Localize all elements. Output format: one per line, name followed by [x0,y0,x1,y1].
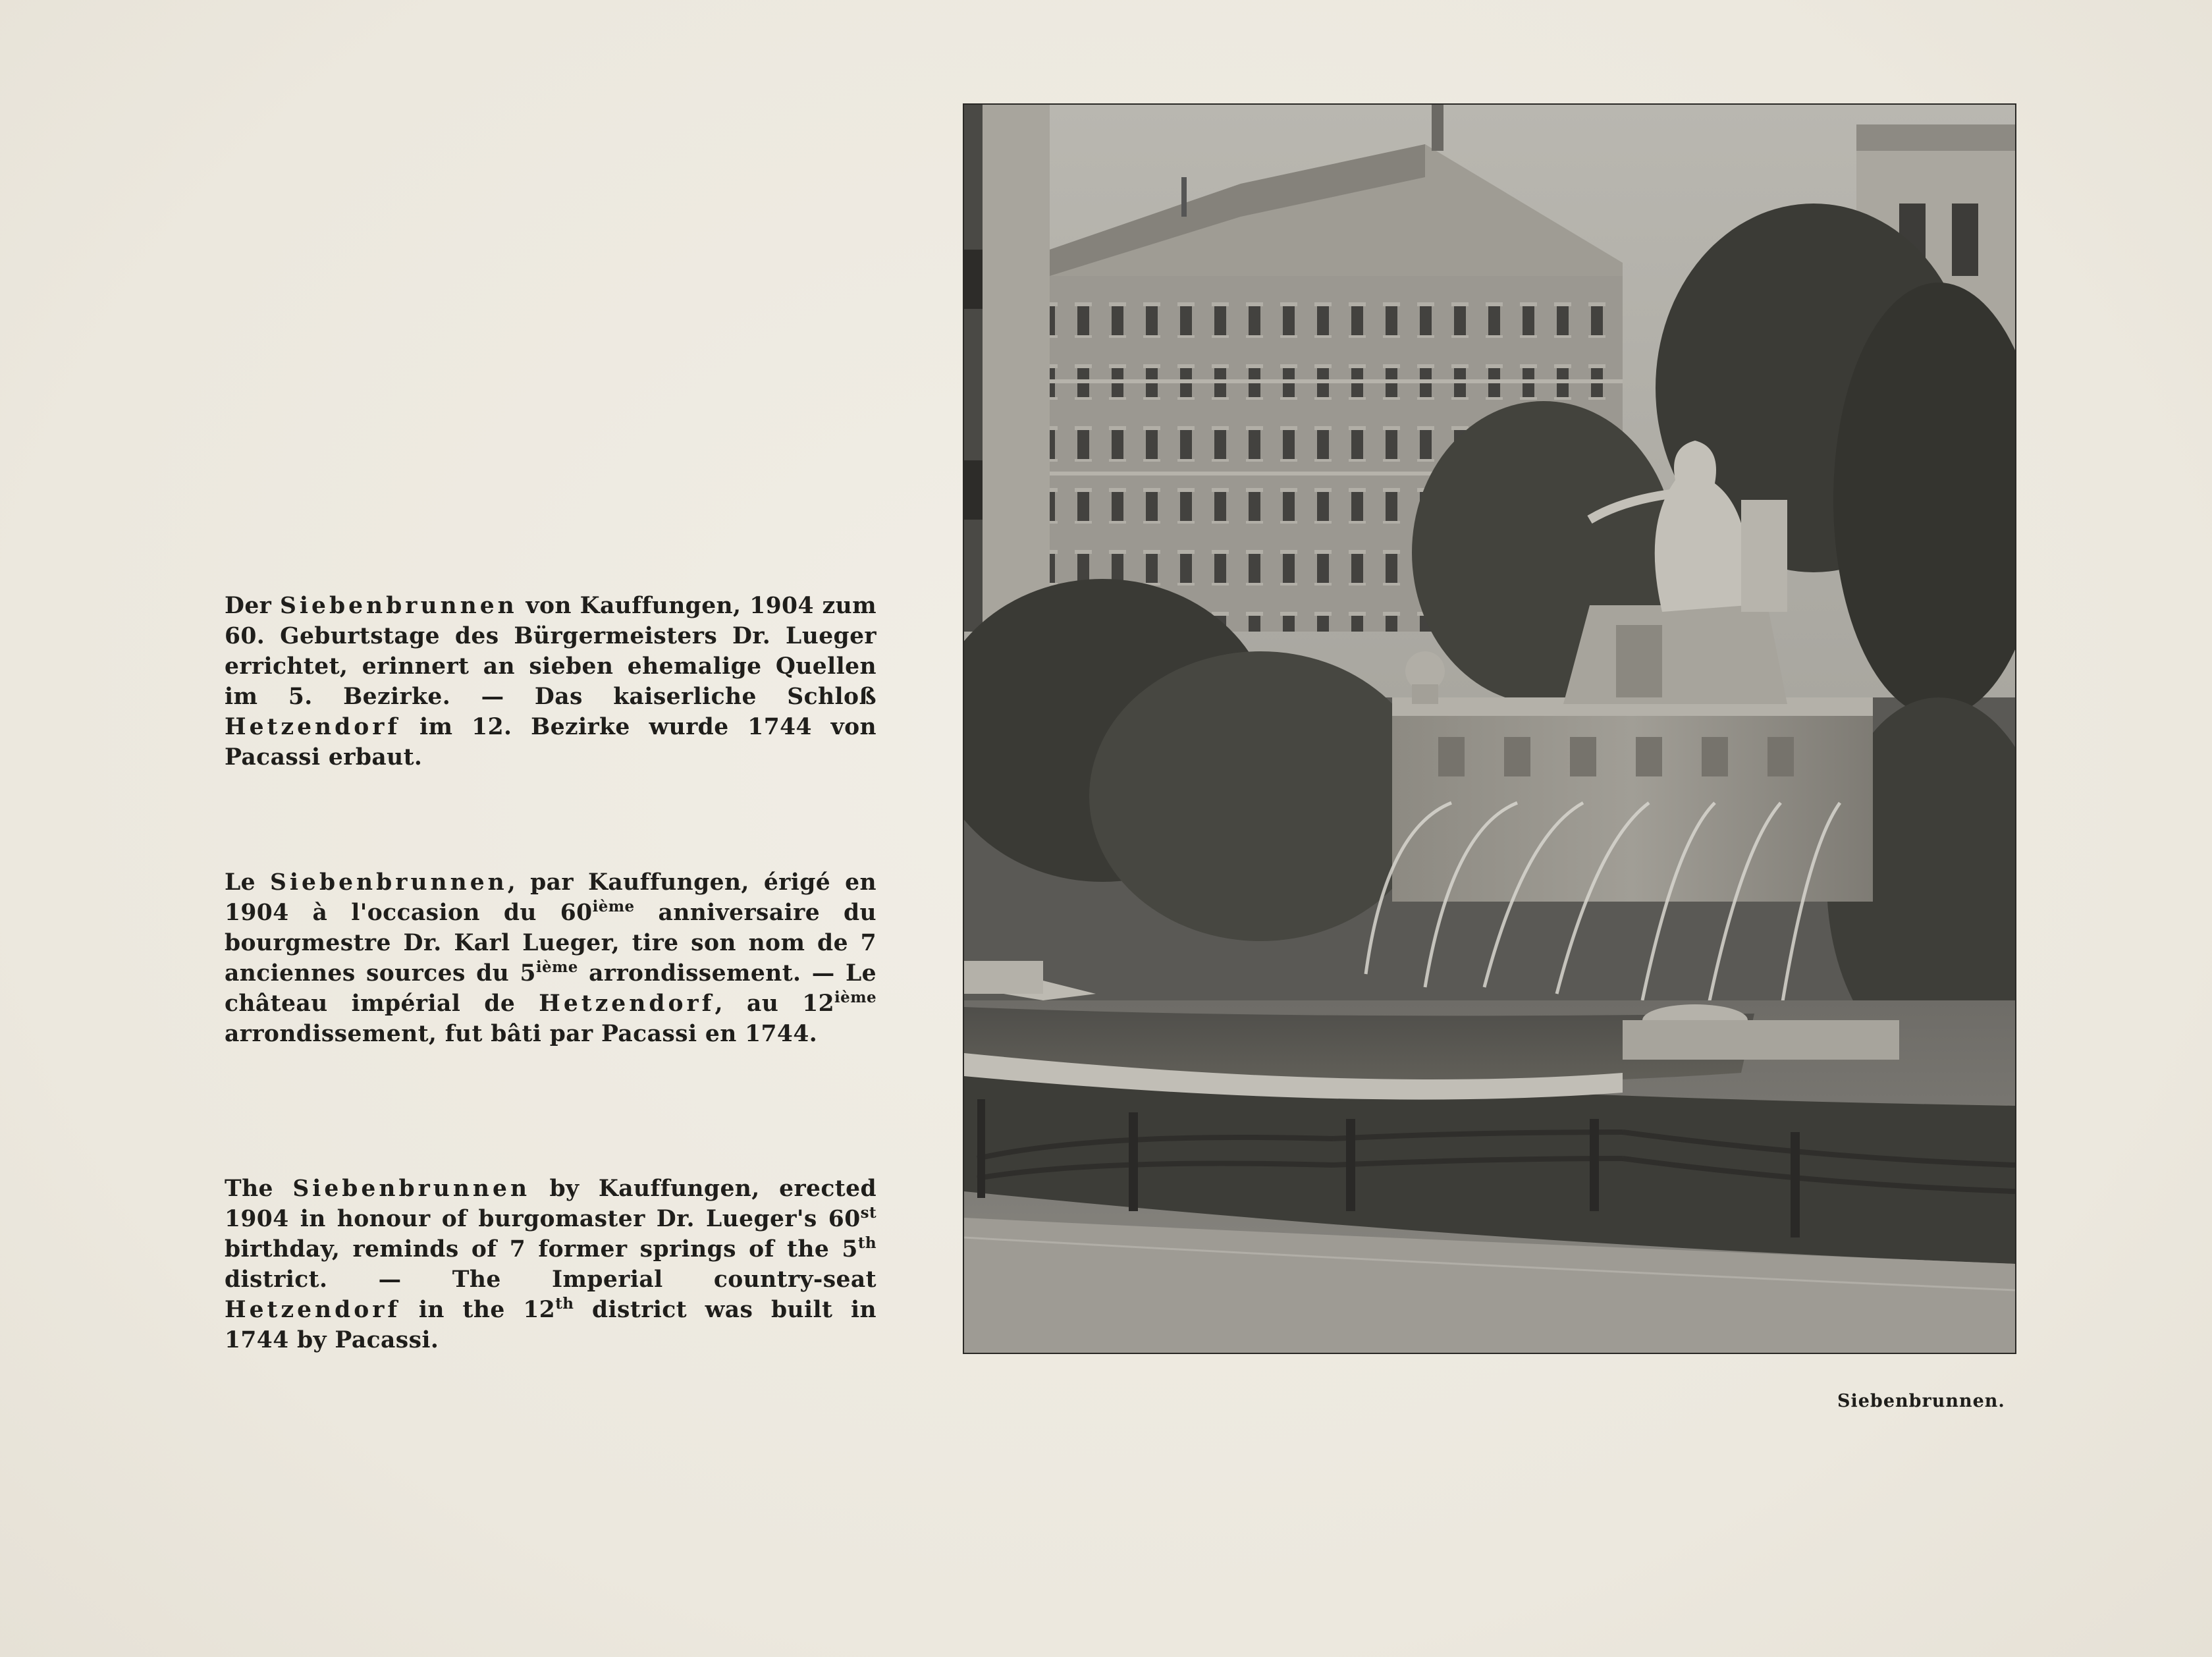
siebenbrunnen-photograph [963,103,2016,1354]
name-spaced: Hetzendorf [539,991,715,1017]
photo-illustration [964,105,2015,1353]
name-spaced: Siebenbrunnen [292,1176,531,1202]
name-spaced: Siebenbrunnen [270,869,508,896]
french-description: Le Siebenbrunnen, par Kauffungen, érigé en 1904 à l'occasion du 60ième anniversaire du bourgmestre Dr. Karl Lueger, tire son nom de 7 anciennes sources du 5ième arrondissement. — Le château impérial de Hetzendorf, au 12ième arrondissement, fut bâti par Pacassi en 1744. [225,869,877,1047]
name-spaced: Hetzendorf [225,1297,401,1323]
german-description: Der Siebenbrunnen von Kauffungen, 1904 zum 60. Geburtstage des Bürgermeisters Dr. Lueger errichtet, erinnert an sieben ehemalige Quellen im 5. Bezirke. — Das kaiserliche Schloß Hetzendorf im 12. Bezirke wurde 1744 von Pacassi erbaut. [225,593,877,771]
name-spaced: Hetzendorf [225,714,401,740]
name-spaced: Siebenbrunnen [280,593,518,619]
english-description: The Siebenbrunnen by Kauffungen, erected 1904 in honour of burgomaster Dr. Lueger's 60st birthday, reminds of 7 former springs of the 5th district. — The Imperial country-seat Hetzendorf in the 12th district was built in 1744 by Pacassi. [225,1176,877,1353]
photo-caption: Siebenbrunnen. [1837,1391,2005,1411]
